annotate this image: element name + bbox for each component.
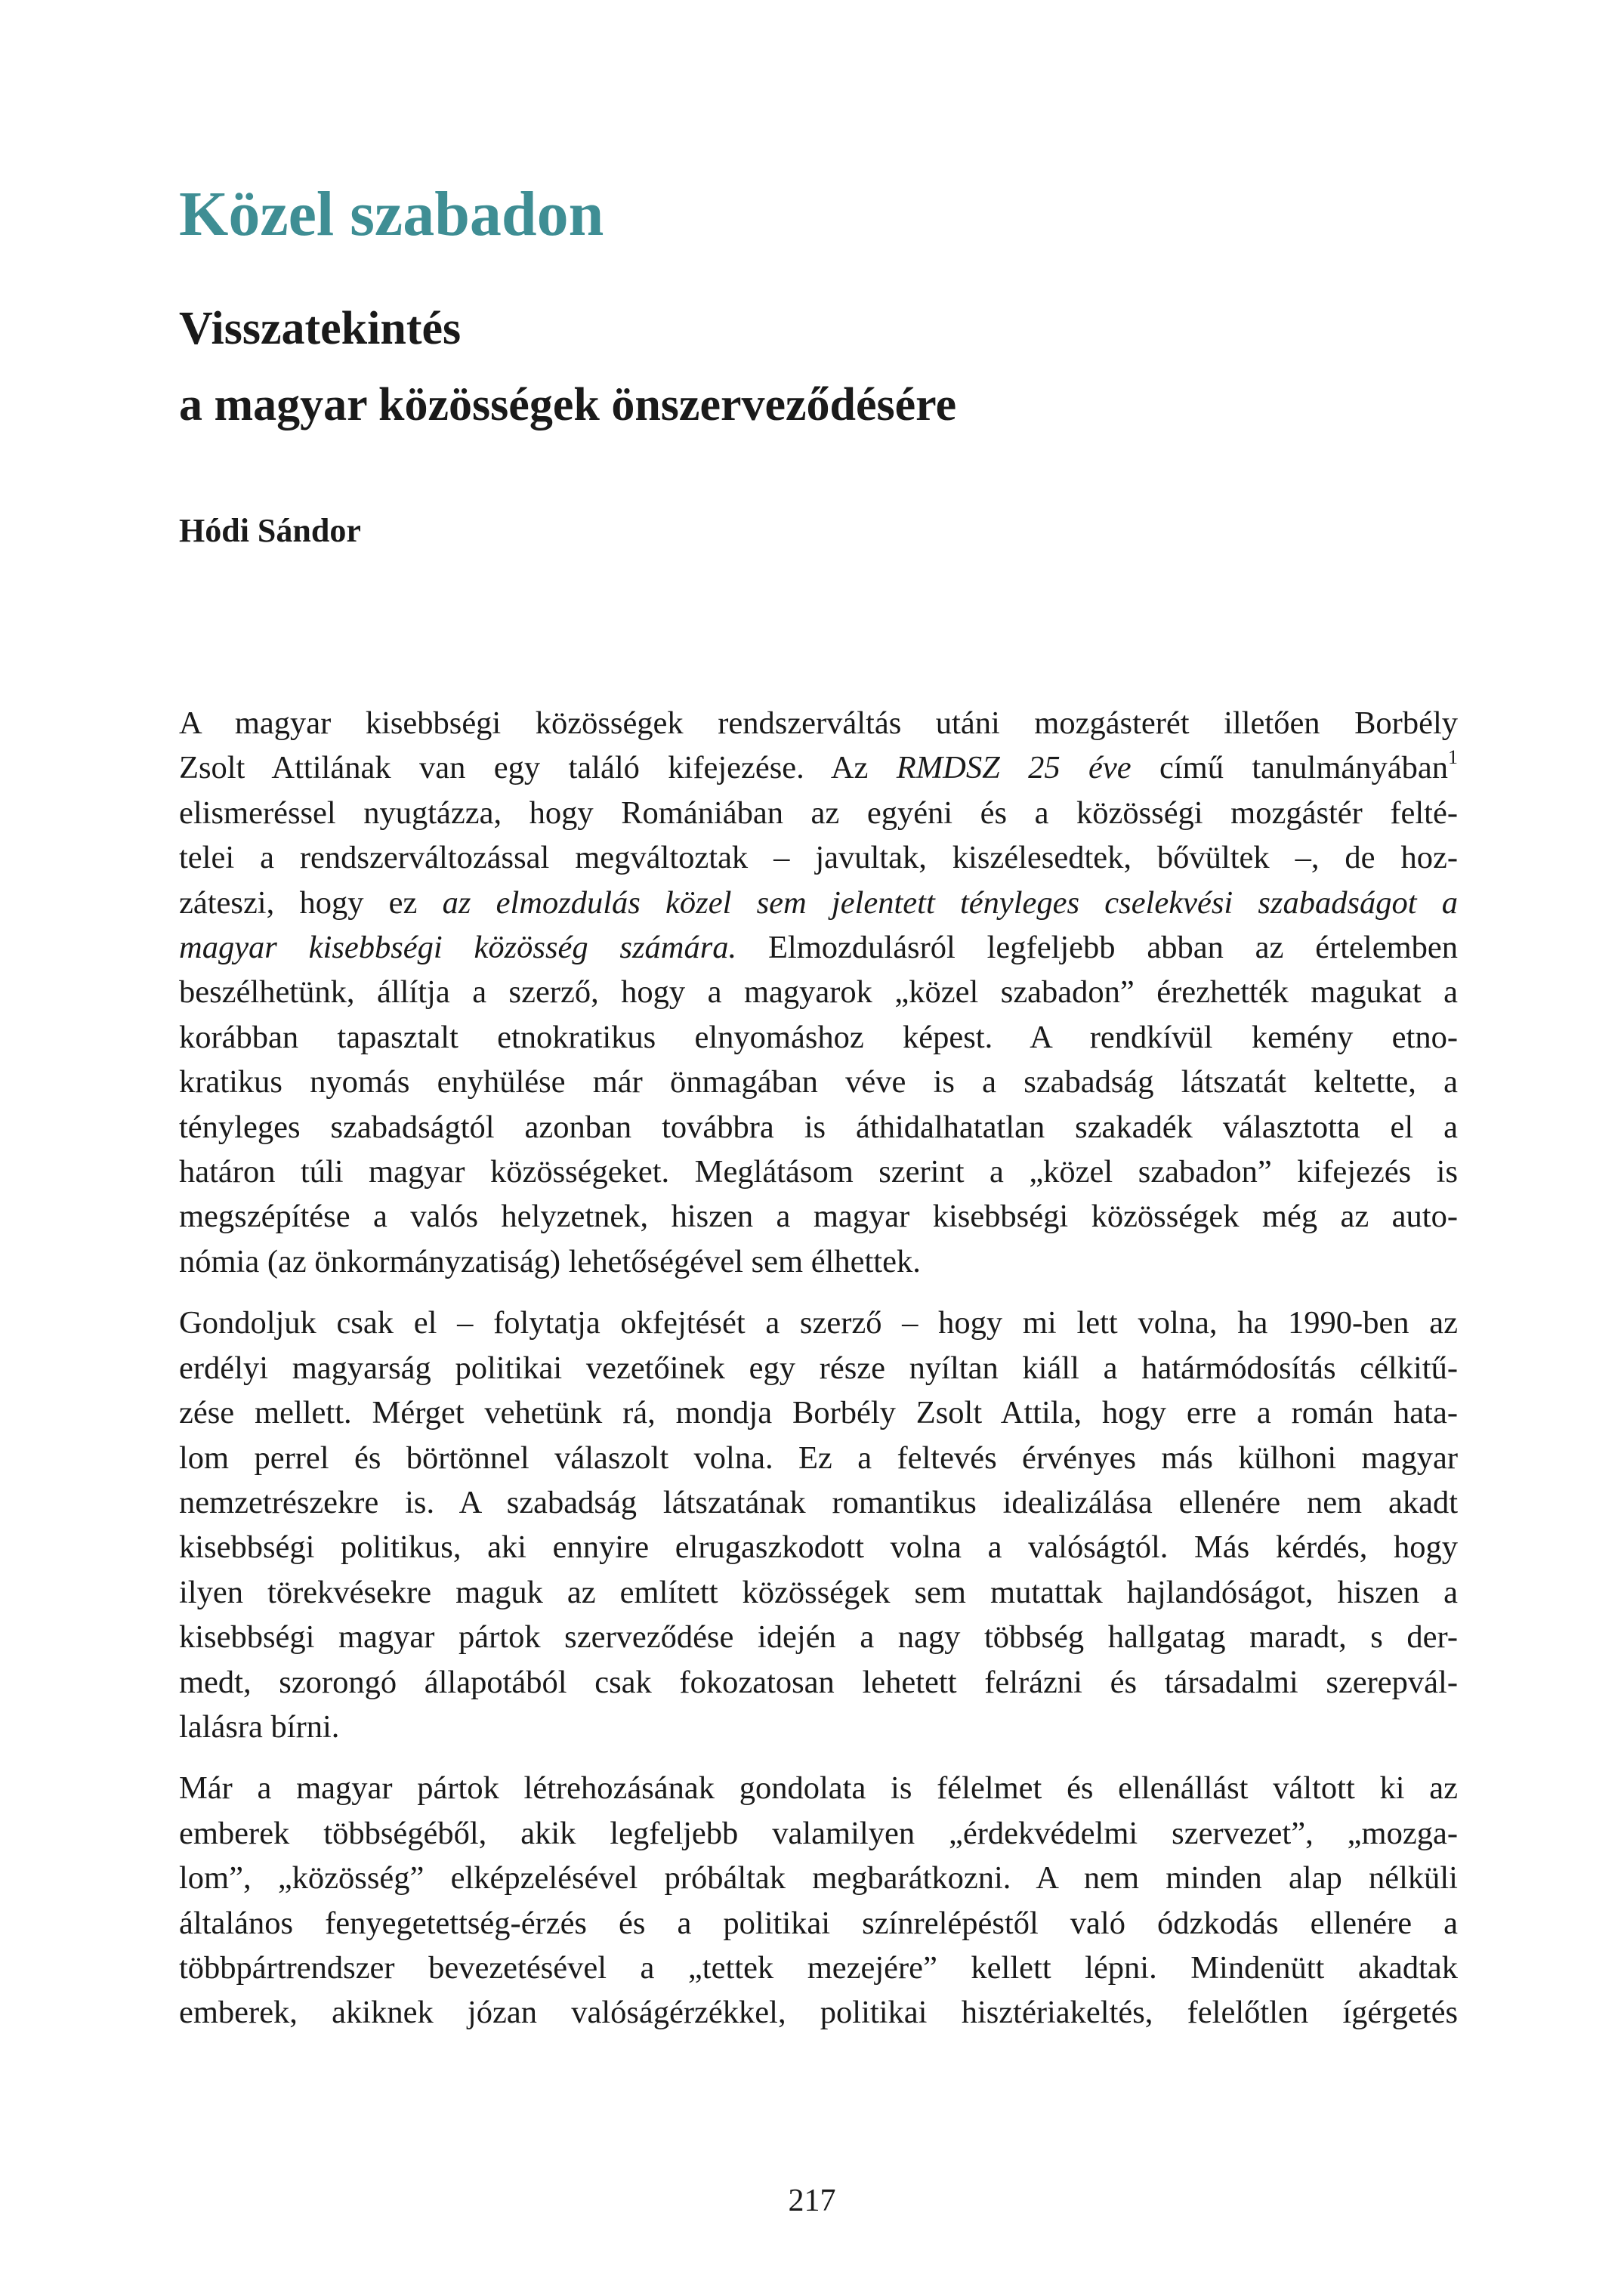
text-line: határon túli magyar közösségeket. Meglátásom szerint a „közel szabadon” kifejezés is bbox=[179, 1154, 1458, 1190]
text-line: ilyen törekvésekre maguk az említett közösségek sem mutattak hajlandóságot, hiszen a bbox=[179, 1574, 1458, 1610]
italic-text: magyar kisebbségi közösség számára. bbox=[179, 930, 737, 966]
text-line: kisebbségi magyar pártok szerveződése idején a nagy többség hallgatag maradt, s der- bbox=[179, 1619, 1458, 1656]
text-line: kisebbségi politikus, aki ennyire elrugaszkodott volna a valóságtól. Más kérdés, hogy bbox=[179, 1529, 1458, 1566]
text-line: A magyar kisebbségi közösségek rendszerváltás utáni mozgásterét illetően Borbély bbox=[179, 705, 1458, 741]
text-line: telei a rendszerváltozással megváltoztak – javultak, kiszélesedtek, bővültek –, de hoz- bbox=[179, 840, 1458, 876]
text-line: többpártrendszer bevezetésével a „tettek mezejére” kellett lépni. Mindenütt akadtak bbox=[179, 1949, 1458, 1986]
subtitle-line: Visszatekintés bbox=[179, 303, 462, 354]
paragraph-2 bbox=[179, 1301, 1458, 1749]
article-body bbox=[179, 701, 1458, 2052]
text-line: nómia (az önkormányzatiság) lehetőségével sem élhettek. bbox=[179, 1243, 921, 1279]
text-line: erdélyi magyarság politikai vezetőinek egy része nyíltan kiáll a határmódosítás célkitű- bbox=[179, 1350, 1458, 1386]
text-line: kratikus nyomás enyhülése már önmagában véve is a szabadság látszatát keltette, a bbox=[179, 1064, 1458, 1100]
text-line: magyar kisebbségi közösség számára. Elmozdulásról legfeljebb abban az értelemben bbox=[179, 930, 1458, 966]
text-line: elismeréssel nyugtázza, hogy Romániában az egyéni és a közösségi mozgástér felté- bbox=[179, 795, 1458, 831]
text-line: lom”, „közösség” elképzelésével próbáltak megbarátkozni. A nem minden alap nélküli bbox=[179, 1860, 1458, 1896]
text-line: beszélhetünk, állítja a szerző, hogy a magyarok „közel szabadon” érezhették magukat a bbox=[179, 974, 1458, 1011]
subtitle-line: a magyar közösségek önszerveződésére bbox=[179, 379, 957, 431]
text-line: emberek, akiknek józan valóságérzékkel, politikai hisztériakeltés, felelőtlen ígérgetés bbox=[179, 1995, 1458, 2031]
text-line: korábban tapasztalt etnokratikus elnyomáshoz képest. A rendkívül kemény etno- bbox=[179, 1019, 1458, 1055]
article-subtitle bbox=[179, 291, 956, 443]
paragraph-1 bbox=[179, 701, 1458, 1284]
page-number: 217 bbox=[788, 2183, 836, 2218]
text-line: emberek többségéből, akik legfeljebb valamilyen „érdekvédelmi szervezet”, „mozga- bbox=[179, 1815, 1458, 1851]
text-line: általános fenyegetettség-érzés és a politikai színrelépéstől való ódzkodás ellenére a bbox=[179, 1905, 1458, 1941]
text-line: záteszi, hogy ez az elmozdulás közel sem jelentett tényleges cselekvési szabadságot a bbox=[179, 884, 1459, 921]
italic-text: RMDSZ 25 éve bbox=[896, 750, 1132, 786]
text-line: zése mellett. Mérget vehetünk rá, mondja Borbély Zsolt Attila, hogy erre a román hata- bbox=[179, 1395, 1458, 1431]
text-line: lom perrel és börtönnel válaszolt volna. Ez a feltevés érvényes más külhoni magyar bbox=[179, 1440, 1458, 1476]
text-line: nemzetrészekre is. A szabadság látszatának romantikus idealizálása ellenére nem akadt bbox=[179, 1484, 1458, 1520]
text-line: medt, szorongó állapotából csak fokozatosan lehetett felrázni és társadalmi szerepvál- bbox=[179, 1664, 1458, 1700]
text-line: lalásra bírni. bbox=[179, 1708, 340, 1745]
text-line: Gondoljuk csak el – folytatja okfejtését a szerző – hogy mi lett volna, ha 1990-ben az bbox=[179, 1305, 1458, 1341]
text-line: tényleges szabadságtól azonban továbbra is áthidalhatatlan szakadék választotta el a bbox=[179, 1109, 1458, 1145]
paragraph-3 bbox=[179, 1766, 1458, 2035]
article-title: Közel szabadon bbox=[179, 179, 604, 249]
text-line: Már a magyar pártok létrehozásának gondolata is félelmet és ellenállást váltott ki az bbox=[179, 1770, 1458, 1807]
italic-text: az elmozdulás közel sem jelentett tényleges cselekvési szabadságot a bbox=[442, 884, 1459, 921]
author-name: Hódi Sándor bbox=[179, 512, 361, 549]
text-line: Zsolt Attilának van egy találó kifejezése. Az RMDSZ 25 éve című tanulmányában$^1$ bbox=[179, 746, 1458, 786]
footnote-marker[interactable]: 1 bbox=[1448, 746, 1458, 769]
text-line: megszépítése a valós helyzetnek, hiszen a magyar kisebbségi közösségek még az auto- bbox=[179, 1199, 1458, 1235]
